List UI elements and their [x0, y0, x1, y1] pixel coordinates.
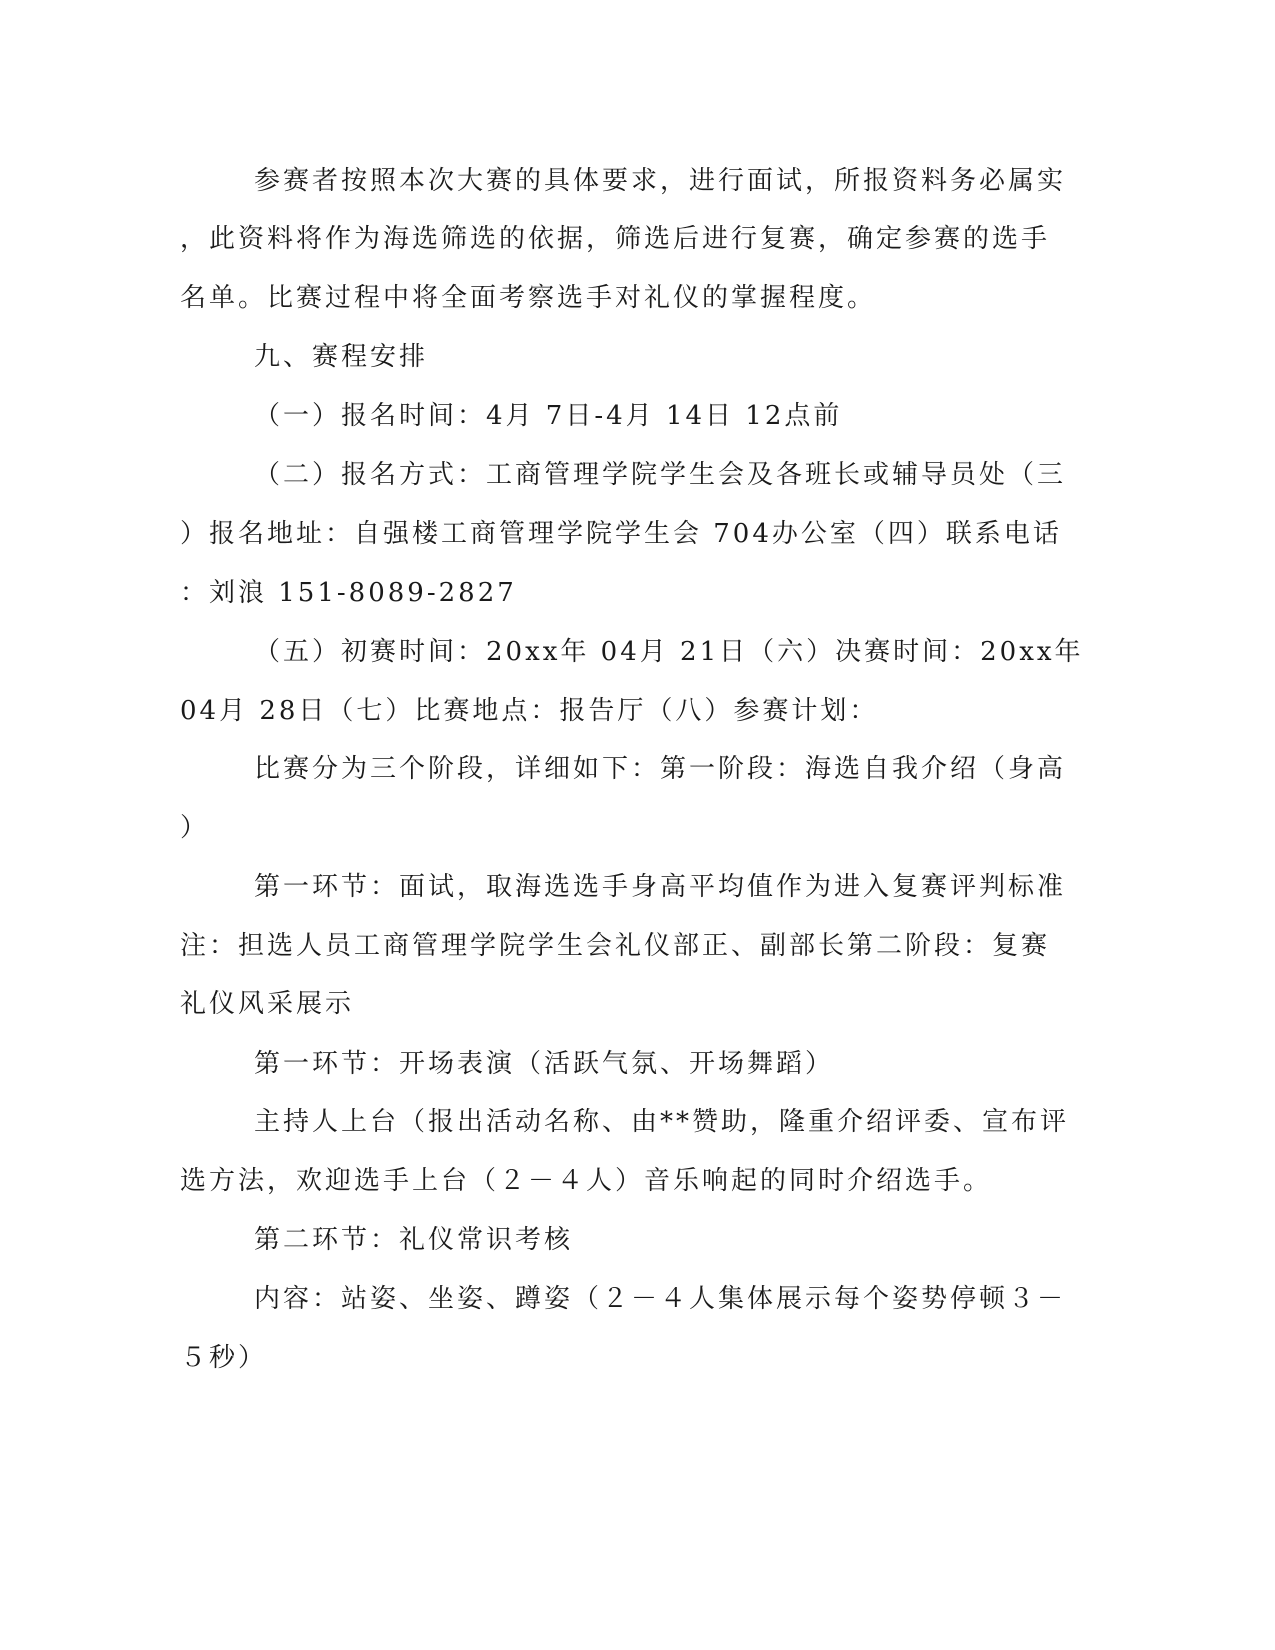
- text-line: 参赛者按照本次大赛的具体要求，进行面试，所报资料务必属实: [254, 166, 1067, 196]
- text-line: ）报名地址：自强楼工商管理学院学生会 704办公室（四）联系电话: [180, 519, 1062, 549]
- text-line: 内容：站姿、坐姿、蹲姿（２－４人集体展示每个姿势停顿３－: [254, 1284, 1067, 1314]
- text-line: 04月 28日（七）比赛地点：报告厅（八）参赛计划：: [180, 696, 879, 726]
- text-line: 名单。比赛过程中将全面考察选手对礼仪的掌握程度。: [180, 283, 877, 313]
- text-line: （一）报名时间：4月 7日-4月 14日 12点前: [254, 401, 843, 431]
- text-line: （五）初赛时间：20xx年 04月 21日（六）决赛时间：20xx年: [254, 637, 1084, 667]
- text-line: ５秒）: [180, 1343, 268, 1373]
- section-heading: 九、赛程安排: [254, 342, 429, 372]
- text-line: 选方法，欢迎选手上台（２－４人）音乐响起的同时介绍选手。: [180, 1166, 993, 1196]
- text-line: 注：担选人员工商管理学院学生会礼仪部正、副部长第二阶段：复赛: [180, 931, 1051, 961]
- text-line: 礼仪风采展示: [180, 989, 355, 1019]
- text-line: 主持人上台（报出活动名称、由**赞助，隆重介绍评委、宣布评: [254, 1107, 1070, 1137]
- text-line: 第二环节：礼仪常识考核: [254, 1225, 574, 1255]
- text-line: （二）报名方式：工商管理学院学生会及各班长或辅导员处（三: [254, 460, 1067, 490]
- text-line: ：刘浪 151-8089-2827: [180, 578, 517, 608]
- text-line: 第一环节：开场表演（活跃气氛、开场舞蹈）: [254, 1049, 835, 1079]
- text-line: 第一环节：面试，取海选选手身高平均值作为进入复赛评判标准: [254, 872, 1067, 902]
- text-line: ，此资料将作为海选筛选的依据，筛选后进行复赛，确定参赛的选手: [180, 224, 1051, 254]
- text-line: ）: [180, 813, 210, 843]
- text-line: 比赛分为三个阶段，详细如下：第一阶段：海选自我介绍（身高: [254, 754, 1067, 784]
